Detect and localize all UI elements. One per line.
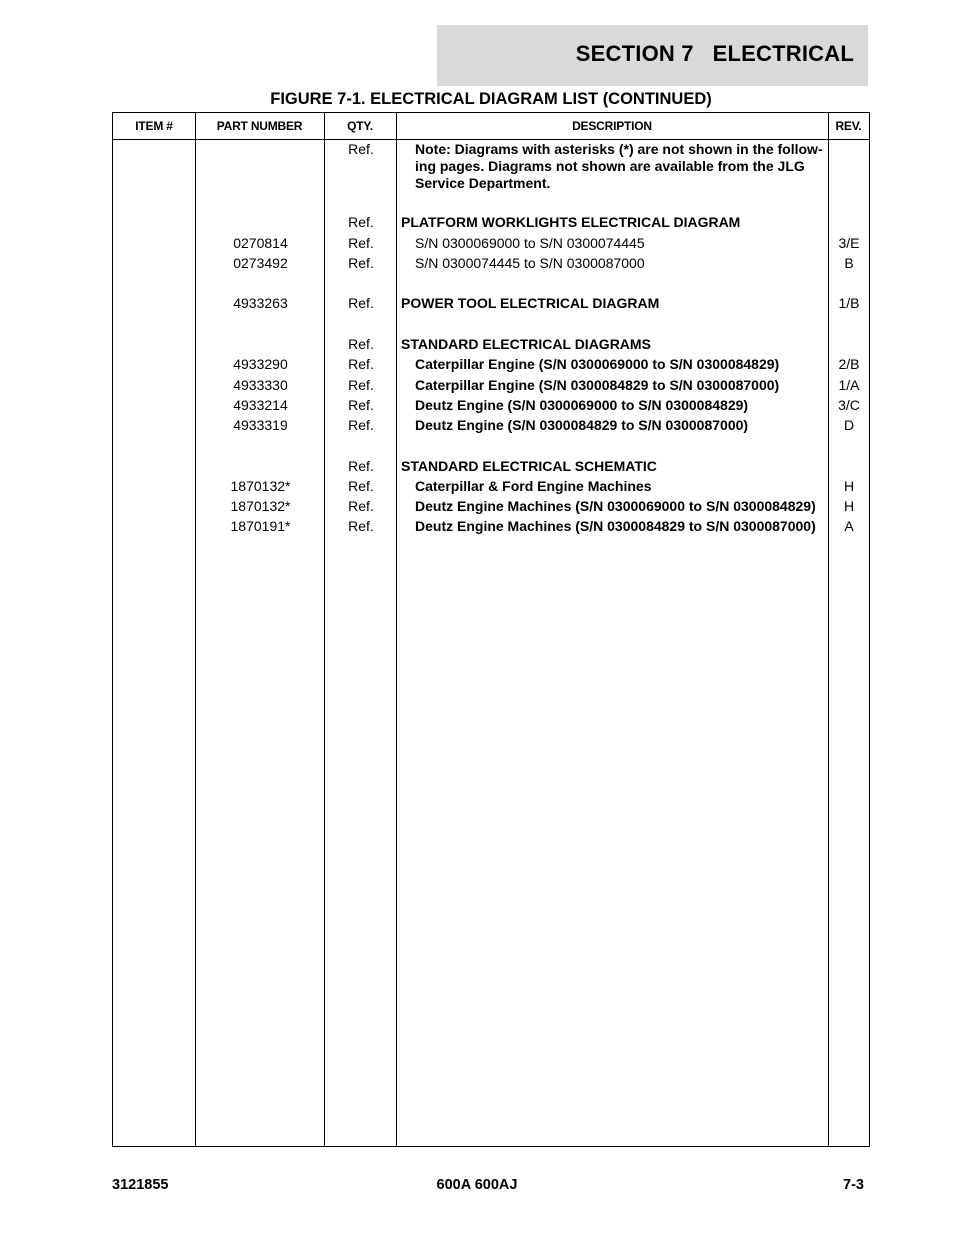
rev-cell: 1/B — [838, 295, 860, 311]
part-number-cell: 4933290 — [233, 356, 288, 372]
qty-cell: Ref. — [348, 295, 374, 311]
part-number-cell: 4933214 — [233, 397, 288, 413]
part-number-cell: 1870132* — [230, 478, 291, 494]
table-row — [113, 518, 869, 536]
rev-cell: 2/B — [838, 356, 860, 372]
qty-cell: Ref. — [348, 458, 374, 474]
qty-cell: Ref. — [348, 417, 374, 433]
table-row — [113, 356, 869, 374]
header-divider — [113, 139, 869, 140]
header-item: ITEM # — [135, 119, 173, 133]
rev-cell: D — [843, 417, 855, 433]
qty-cell: Ref. — [348, 397, 374, 413]
table-row — [113, 141, 869, 195]
header-rev: REV. — [835, 119, 862, 133]
page-number: 7-3 — [843, 1177, 864, 1193]
table-row — [113, 255, 869, 273]
qty-cell: Ref. — [348, 377, 374, 393]
rev-cell: 3/E — [838, 235, 860, 251]
header-description: DESCRIPTION — [572, 119, 652, 133]
description-cell: Deutz Engine Machines (S/N 0300069000 to S/N 0300084829) — [415, 498, 816, 514]
part-number-cell: 4933263 — [233, 295, 288, 311]
description-cell: Deutz Engine (S/N 0300084829 to S/N 0300087000) — [415, 417, 749, 433]
section-title: SECTION 7 ELECTRICAL — [575, 41, 854, 66]
model-name: 600A 600AJ — [436, 1177, 518, 1193]
part-number-cell: 4933319 — [233, 417, 288, 433]
group-heading: PLATFORM WORKLIGHTS ELECTRICAL DIAGRAM — [401, 214, 741, 230]
description-cell: Caterpillar & Ford Engine Machines — [415, 478, 652, 494]
qty-cell: Ref. — [348, 478, 374, 494]
table-row — [113, 214, 869, 232]
qty-cell: Ref. — [348, 518, 374, 534]
table-row — [113, 295, 869, 313]
description-cell: Caterpillar Engine (S/N 0300084829 to S/N 0300087000) — [415, 377, 780, 393]
table-row — [113, 478, 869, 496]
rev-cell: 1/A — [838, 377, 860, 393]
qty-cell: Ref. — [348, 336, 374, 352]
rev-cell: A — [844, 518, 854, 534]
document-number: 3121855 — [112, 1177, 169, 1193]
header-part-number: PART NUMBER — [216, 119, 303, 133]
description-cell: Deutz Engine Machines (S/N 0300084829 to S/N 0300087000) — [415, 518, 816, 534]
parts-table — [112, 112, 870, 1147]
rev-cell: H — [843, 478, 855, 494]
note-text: Note: Diagrams with asterisks (*) are not shown in the follow-ing pages. Diagrams not shown are available from the JLG Service Department. — [415, 141, 823, 191]
table-row — [113, 336, 869, 354]
table-row — [113, 498, 869, 516]
table-row — [113, 397, 869, 415]
group-heading: POWER TOOL ELECTRICAL DIAGRAM — [401, 295, 660, 311]
group-heading: STANDARD ELECTRICAL SCHEMATIC — [401, 458, 657, 474]
header-qty: QTY. — [347, 119, 373, 133]
description-cell: S/N 0300069000 to S/N 0300074445 — [415, 235, 645, 251]
description-cell: S/N 0300074445 to S/N 0300087000 — [415, 255, 645, 271]
table-row — [113, 235, 869, 253]
part-number-cell: 0270814 — [233, 235, 288, 251]
rev-cell: 3/C — [838, 397, 860, 413]
table-row — [113, 417, 869, 435]
qty-cell: Ref. — [348, 235, 374, 251]
part-number-cell: 1870191* — [230, 518, 291, 534]
qty-cell: Ref. — [348, 255, 374, 271]
rev-cell: B — [844, 255, 854, 271]
rev-cell: H — [843, 498, 855, 514]
part-number-cell: 1870132* — [230, 498, 291, 514]
qty-cell: Ref. — [348, 356, 374, 372]
qty-cell: Ref. — [348, 214, 374, 230]
part-number-cell: 4933330 — [233, 377, 288, 393]
figure-title: FIGURE 7-1. ELECTRICAL DIAGRAM LIST (CONTINUED) — [270, 90, 712, 108]
section-banner — [437, 25, 868, 86]
description-cell: Deutz Engine (S/N 0300069000 to S/N 0300084829) — [415, 397, 749, 413]
part-number-cell: 0273492 — [233, 255, 288, 271]
table-row — [113, 377, 869, 395]
qty-cell: Ref. — [348, 498, 374, 514]
qty-cell: Ref. — [348, 141, 374, 157]
description-cell: Caterpillar Engine (S/N 0300069000 to S/N 0300084829) — [415, 356, 780, 372]
table-row — [113, 458, 869, 476]
group-heading: STANDARD ELECTRICAL DIAGRAMS — [401, 336, 651, 352]
